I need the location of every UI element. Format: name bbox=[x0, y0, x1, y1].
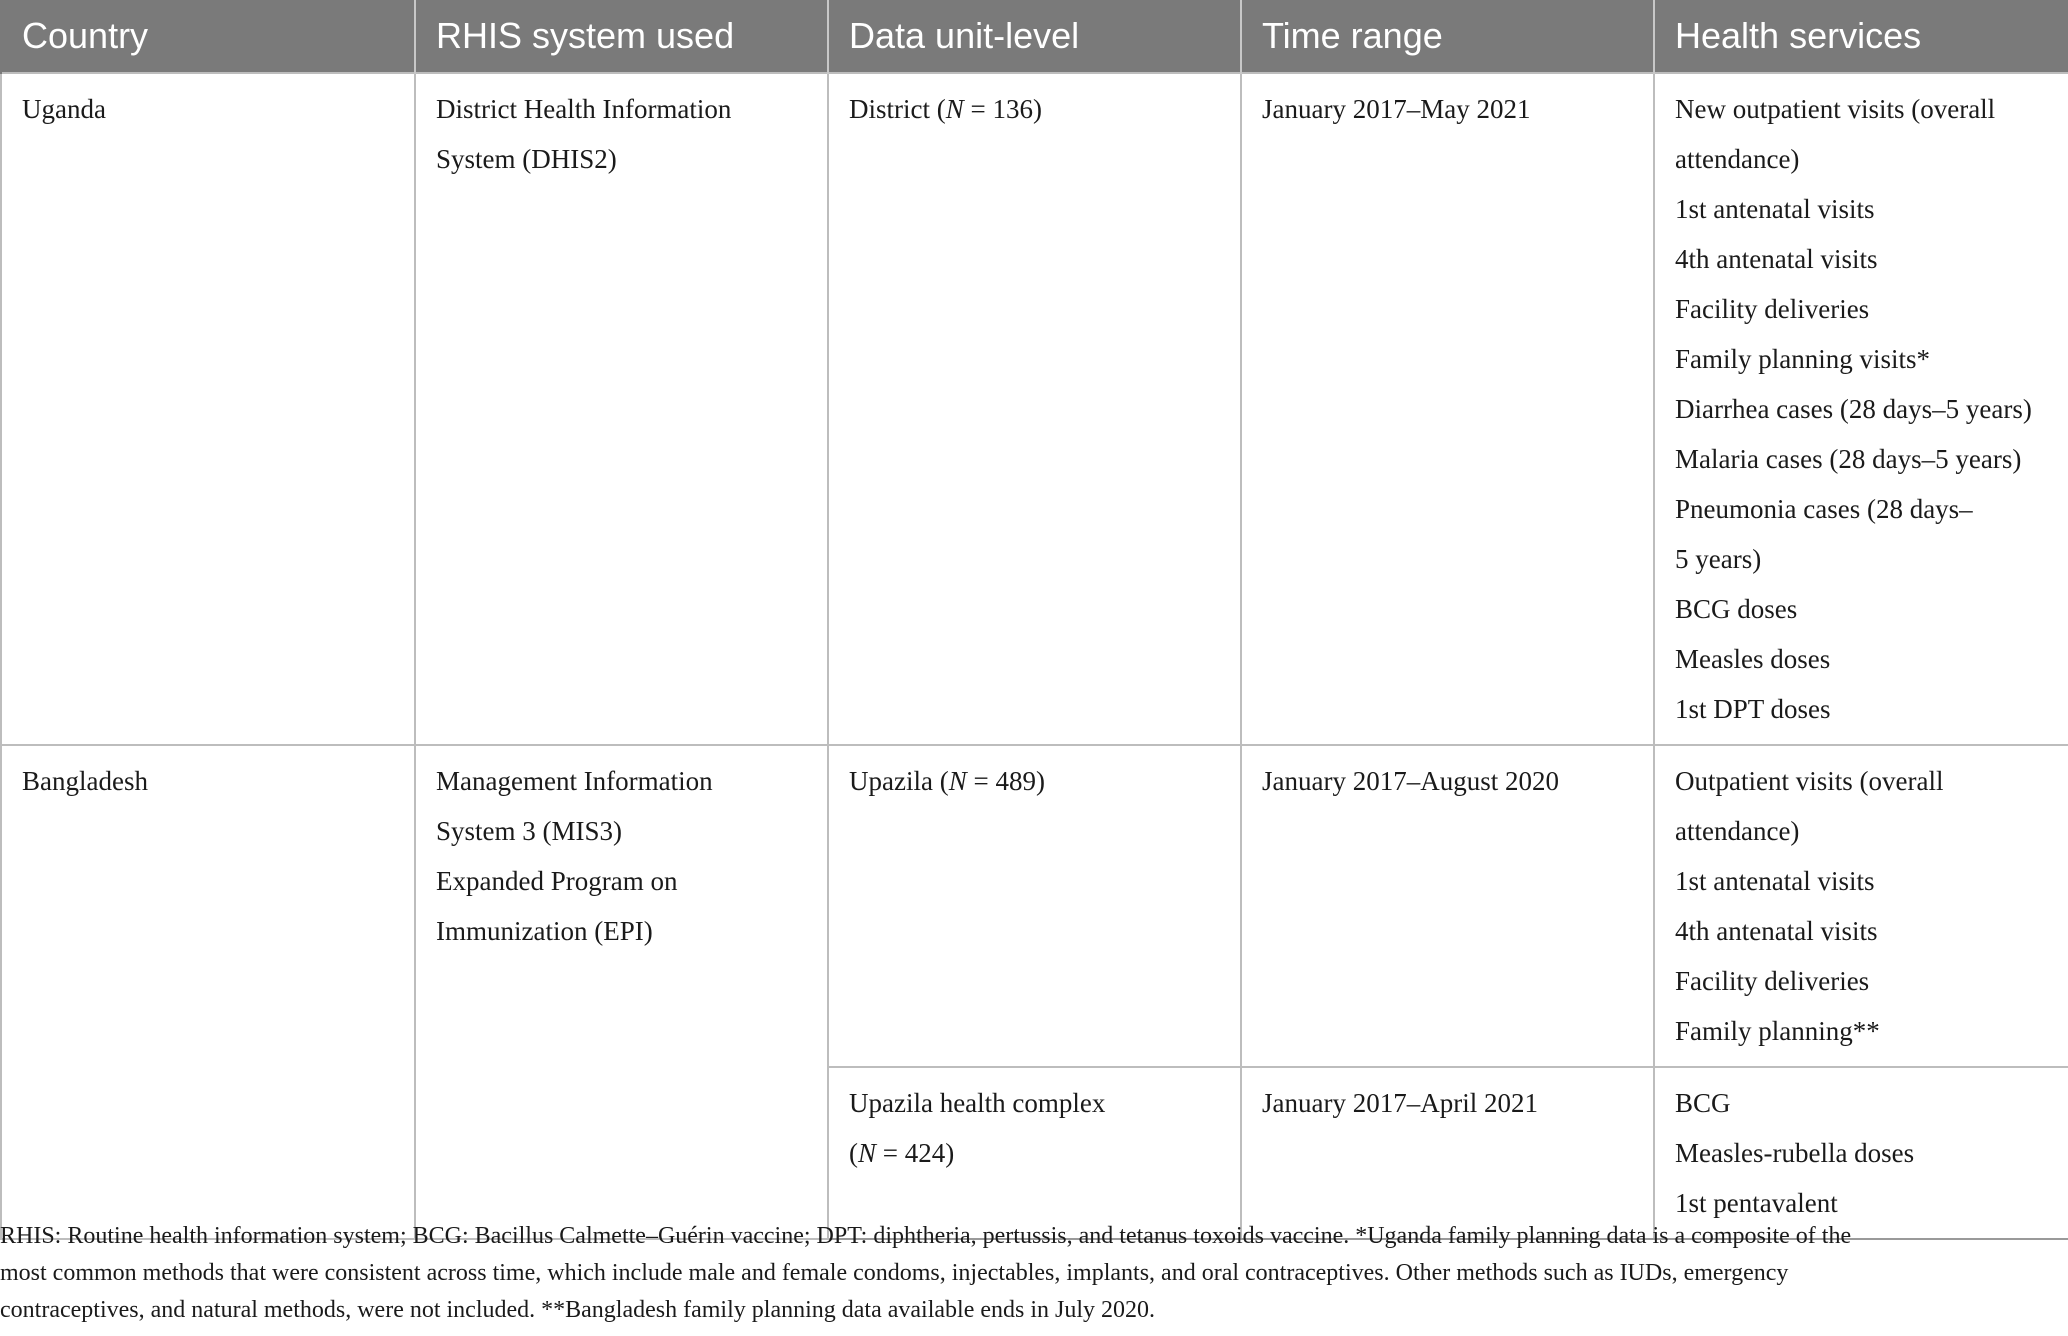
footnote-line: RHIS: Routine health information system; BCG: Bacillus Calmette–Guérin vaccine; DPT: diphtheria, pertussis, and tetanus toxoids vaccine. *Uganda family planning data is a composite of the bbox=[0, 1223, 1852, 1249]
service-item: New outpatient visits (overall bbox=[1675, 94, 1996, 124]
unit-level: Upazila health complex bbox=[849, 1088, 1106, 1118]
service-item: Outpatient visits (overall bbox=[1675, 766, 1944, 796]
system-line: System 3 (MIS3) bbox=[436, 816, 623, 846]
service-item: 4th antenatal visits bbox=[1675, 244, 1878, 274]
unit-level: Upazila (N = 489) bbox=[849, 766, 1045, 796]
service-item: Diarrhea cases (28 days–5 years) bbox=[1675, 394, 2032, 424]
cell-unit-uganda bbox=[828, 73, 1241, 745]
service-item: 1st antenatal visits bbox=[1675, 194, 1875, 224]
service-item: Facility deliveries bbox=[1675, 294, 1870, 324]
cell-services-bangladesh-upazila bbox=[1654, 745, 2068, 1067]
cell-system-uganda bbox=[415, 73, 828, 745]
service-item: Family planning** bbox=[1675, 1016, 1880, 1046]
service-item: 1st antenatal visits bbox=[1675, 866, 1875, 896]
service-item: BCG doses bbox=[1675, 594, 1798, 624]
cell-country-uganda bbox=[1, 73, 415, 745]
footnote-line: contraceptives, and natural methods, were not included. **Bangladesh family planning data available ends in July 2020. bbox=[0, 1297, 1156, 1323]
footnote-line: most common methods that were consistent across time, which include male and female condoms, injectables, implants, and oral contraceptives. Other methods such as IUDs, emergency bbox=[0, 1260, 1789, 1286]
service-item: Malaria cases (28 days–5 years) bbox=[1675, 444, 2022, 474]
service-item: 1st pentavalent bbox=[1675, 1188, 1838, 1218]
service-item: BCG bbox=[1675, 1088, 1731, 1118]
country-name: Bangladesh bbox=[22, 766, 148, 796]
service-item: Facility deliveries bbox=[1675, 966, 1870, 996]
service-item: attendance) bbox=[1675, 144, 1800, 174]
cell-time-uganda bbox=[1241, 73, 1654, 745]
system-line: Expanded Program on bbox=[436, 866, 678, 896]
service-item: attendance) bbox=[1675, 816, 1800, 846]
service-item: Measles-rubella doses bbox=[1675, 1138, 1915, 1168]
time-range: January 2017–April 2021 bbox=[1262, 1088, 1538, 1118]
header-time-range: Time range bbox=[1241, 0, 1654, 73]
system-line: Management Information bbox=[436, 766, 713, 796]
time-range: January 2017–August 2020 bbox=[1262, 766, 1559, 796]
unit-level-n: (N = 424) bbox=[849, 1138, 955, 1168]
cell-country-bangladesh bbox=[1, 745, 415, 1239]
cell-services-uganda bbox=[1654, 73, 2068, 745]
cell-unit-bangladesh-upazila bbox=[828, 745, 1241, 1067]
cell-system-bangladesh bbox=[415, 745, 828, 1239]
cell-services-bangladesh-complex bbox=[1654, 1067, 2068, 1239]
cell-time-bangladesh-complex bbox=[1241, 1067, 1654, 1239]
service-item: 4th antenatal visits bbox=[1675, 916, 1878, 946]
header-country: Country bbox=[1, 0, 415, 73]
header-rhis-system: RHIS system used bbox=[415, 0, 828, 73]
system-line: System (DHIS2) bbox=[436, 144, 617, 174]
table-footnote bbox=[0, 1218, 2068, 1329]
service-item: 5 years) bbox=[1675, 544, 1762, 574]
time-range: January 2017–May 2021 bbox=[1262, 94, 1531, 124]
cell-unit-bangladesh-complex bbox=[828, 1067, 1241, 1239]
system-line: Immunization (EPI) bbox=[436, 916, 653, 946]
header-health-services: Health services bbox=[1654, 0, 2068, 73]
service-item: Measles doses bbox=[1675, 644, 1831, 674]
system-line: District Health Information bbox=[436, 94, 732, 124]
service-item: Family planning visits* bbox=[1675, 344, 1931, 374]
country-name: Uganda bbox=[22, 94, 106, 124]
service-item: Pneumonia cases (28 days– bbox=[1675, 494, 1973, 524]
unit-level: District (N = 136) bbox=[849, 94, 1042, 124]
table-row-bangladesh-upazila bbox=[1, 745, 2068, 1067]
service-item: 1st DPT doses bbox=[1675, 694, 1831, 724]
cell-time-bangladesh-upazila bbox=[1241, 745, 1654, 1067]
header-data-unit-level: Data unit-level bbox=[828, 0, 1241, 73]
table-row-uganda bbox=[1, 73, 2068, 745]
table-header-row bbox=[1, 0, 2068, 73]
